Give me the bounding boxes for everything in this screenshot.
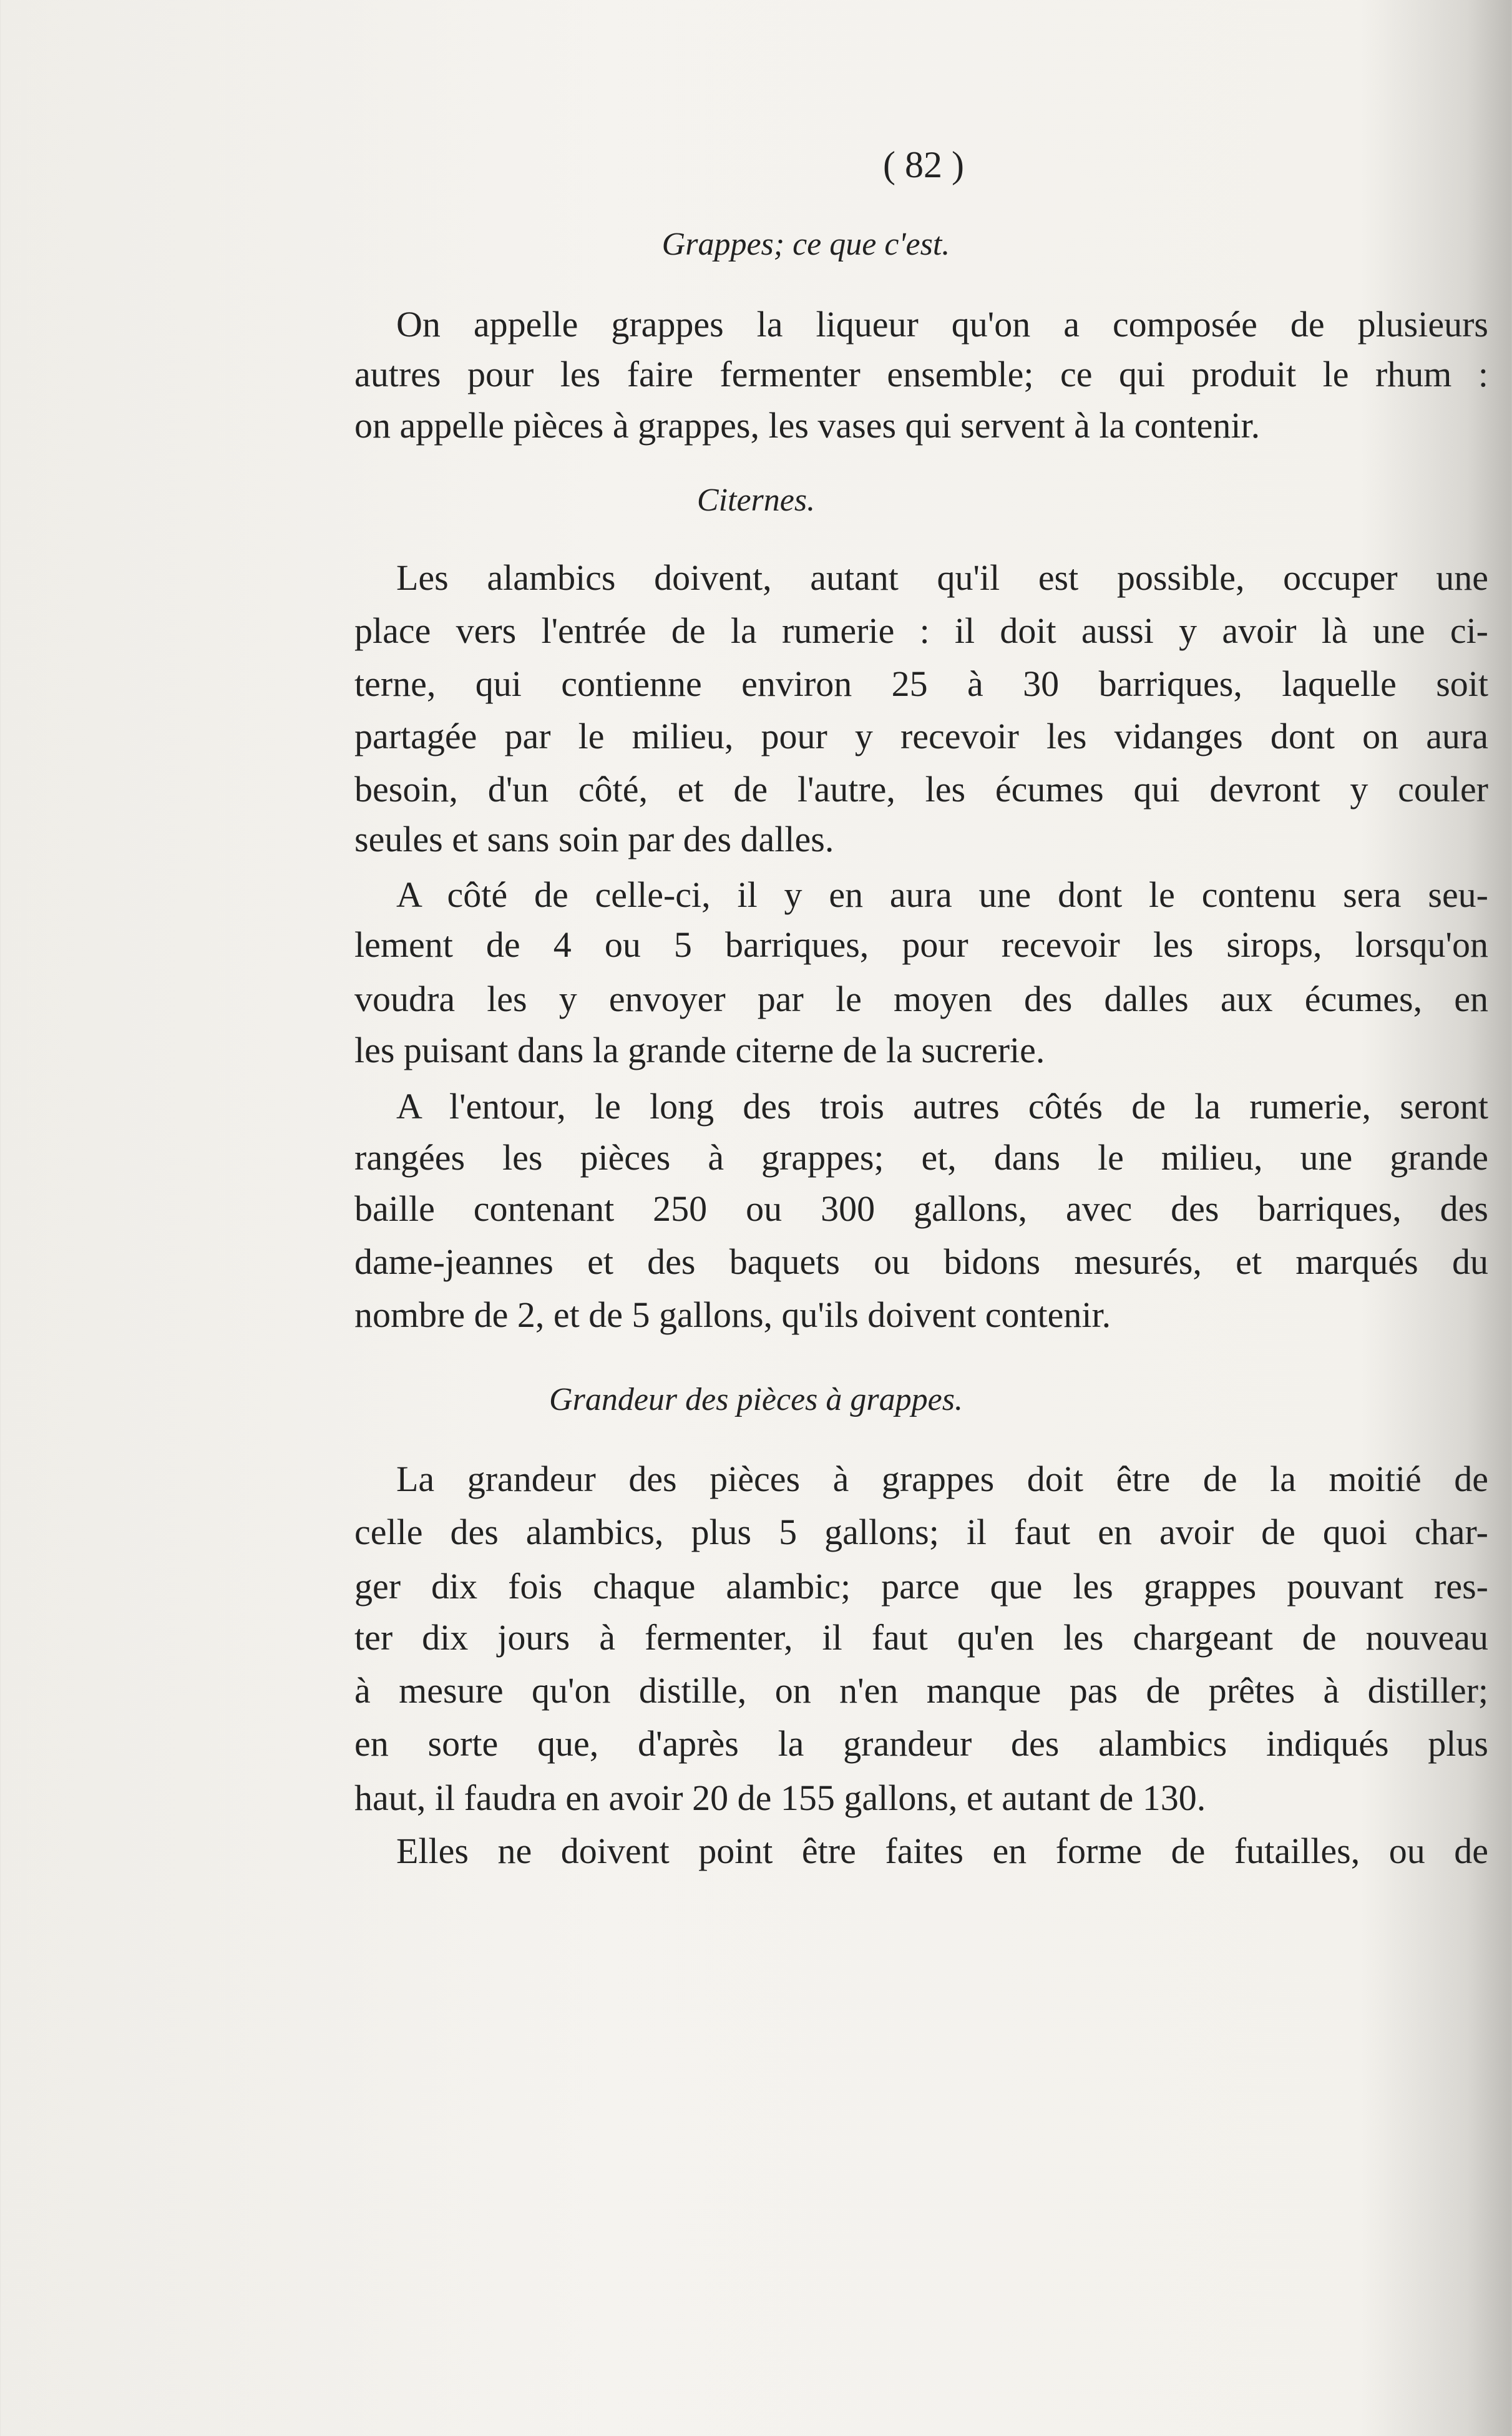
text-line: La grandeur des pièces à grappes doit être de la moitié de bbox=[396, 1459, 1488, 1499]
text-line: les puisant dans la grande citerne de la sucrerie. bbox=[354, 1030, 1045, 1070]
text-line: nombre de 2, et de 5 gallons, qu'ils doivent contenir. bbox=[354, 1294, 1111, 1335]
text-line: place vers l'entrée de la rumerie : il doit aussi y avoir là une ci- bbox=[354, 610, 1488, 651]
text-line: dame-jeannes et des baquets ou bidons mesurés, et marqués du bbox=[354, 1241, 1488, 1282]
page-number: ( 82 ) bbox=[883, 144, 964, 185]
text-line: A l'entour, le long des trois autres côtés de la rumerie, seront bbox=[396, 1086, 1488, 1127]
text-line: à mesure qu'on distille, on n'en manque pas de prêtes à distiller; bbox=[354, 1670, 1488, 1711]
text-line: autres pour les faire fermenter ensemble; ce qui produit le rhum : bbox=[354, 354, 1488, 394]
text-line: celle des alambics, plus 5 gallons; il faut en avoir de quoi char- bbox=[354, 1512, 1488, 1552]
section-heading: Citernes. bbox=[696, 482, 816, 518]
text-line: Les alambics doivent, autant qu'il est possible, occuper une bbox=[396, 557, 1488, 598]
text-line: seules et sans soin par des dalles. bbox=[354, 819, 834, 859]
text-line: partagée par le milieu, pour y recevoir les vidanges dont on aura bbox=[354, 716, 1488, 756]
text-line: lement de 4 ou 5 barriques, pour recevoir les sirops, lorsqu'on bbox=[354, 924, 1488, 965]
text-line: baille contenant 250 ou 300 gallons, avec des barriques, des bbox=[354, 1188, 1488, 1229]
text-line: On appelle grappes la liqueur qu'on a composée de plusieurs bbox=[396, 304, 1488, 345]
text-line: A côté de celle-ci, il y en aura une dont le contenu sera seu- bbox=[396, 874, 1488, 915]
text-line: rangées les pièces à grappes; et, dans le milieu, une grande bbox=[354, 1137, 1488, 1178]
text-line: ter dix jours à fermenter, il faut qu'en les chargeant de nouveau bbox=[354, 1617, 1488, 1658]
text-line: on appelle pièces à grappes, les vases qui servent à la contenir. bbox=[354, 405, 1261, 446]
text-line: terne, qui contienne environ 25 à 30 barriques, laquelle soit bbox=[354, 663, 1488, 704]
text-line: ger dix fois chaque alambic; parce que les grappes pouvant res- bbox=[354, 1566, 1488, 1607]
text-line: besoin, d'un côté, et de l'autre, les écumes qui devront y couler bbox=[354, 769, 1488, 810]
section-heading: Grandeur des pièces à grappes. bbox=[549, 1382, 963, 1417]
text-line: voudra les y envoyer par le moyen des dalles aux écumes, en bbox=[354, 979, 1488, 1019]
text-line: Elles ne doivent point être faites en forme de futailles, ou de bbox=[396, 1831, 1488, 1871]
section-heading: Grappes; ce que c'est. bbox=[661, 227, 950, 262]
text-line: haut, il faudra en avoir 20 de 155 gallons, et autant de 130. bbox=[354, 1778, 1206, 1818]
text-line: en sorte que, d'après la grandeur des alambics indiqués plus bbox=[354, 1723, 1488, 1764]
